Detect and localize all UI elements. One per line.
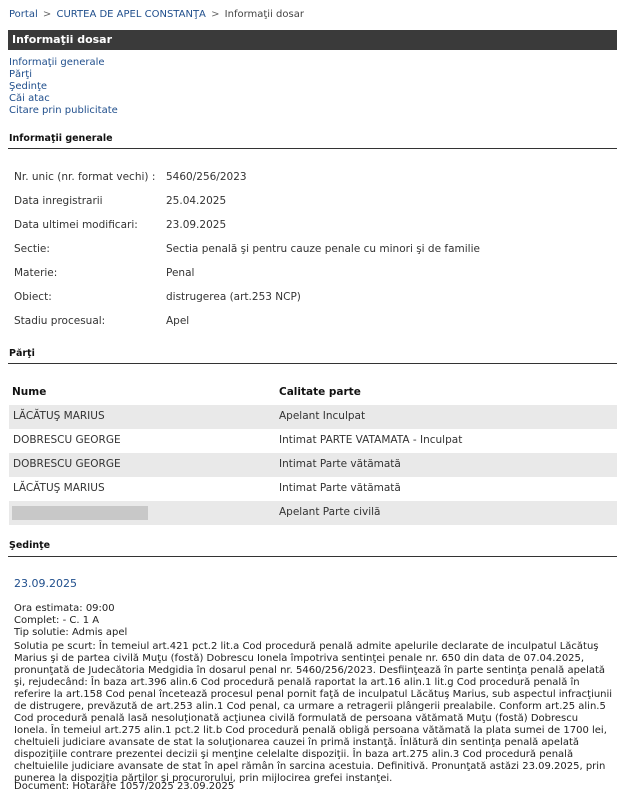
session-solution-type: Tip solutie: Admis apel xyxy=(14,627,128,638)
section-nav xyxy=(9,57,118,117)
nav-link-informatii-generale[interactable]: Informaţii generale xyxy=(9,57,105,68)
table-row xyxy=(9,405,617,429)
party-role: Intimat PARTE VATAMATA - Inculpat xyxy=(279,434,463,446)
session-solution-text: Solutia pe scurt: În temeiul art.421 pct.2 lit.a Cod procedură penală admite apelurile declarate de inculpatul Lăcătuş Marius şi de partea civilă Muţu (fostă) Dobrescu Ionela împotriva sentinţei penale nr. 650 din data de 07.04.2025, pronunţată de Judecătoria Medgidia în dosarul penal nr. 5460/256/2023. Desfiinţează în parte sentinţa penală apelată şi, rejudecând: În baza art.396 alin.6 Cod procedură penală raportat la art.16 alin.1 lit.g Cod procedură penală în referire la art.158 Cod penal încetează procesul penal pornit faţă de inculpatul Lăcătuş Marius, sub aspectul infracţiunii de distrugere, prevăzută de art.253 alin.1 Cod penal, ca urmare a retragerii plângerii prealabile. Conform art.25 alin.5 Cod procedură penală lasă nesoluţionată acţiunea civilă formulată de persoana vătămată Muţu (fostă) Dobrescu Ionela. În temeiul art.275 alin.1 pct.2 lit.b Cod procedură penală obligă persoana vătămată la plata sumei de 1700 lei, cheltuieli judiciare avansate de stat la soluţionarea cauzei în primă instanţă. Înlătură din sentinţa penală apelată dispoziţiile contrare prezentei decizii şi menţine celelalte dispoziţii. În baza art.275 alin.3 Cod procedură penală cheltuielile judiciare avansate de stat în apel rămân în sarcina acestuia. Definitivă. Pronunţată astăzi 23.09.2025, prin punerea la dispoziţia părţilor şi procurorului, prin mijlocirea grefei instanţei. xyxy=(14,641,613,784)
breadcrumb xyxy=(9,9,304,20)
info-label: Obiect: xyxy=(14,291,52,303)
nav-link-parti[interactable]: Părţi xyxy=(9,69,32,80)
party-name: LĂCĂTUŞ MARIUS xyxy=(13,410,105,422)
info-label: Nr. unic (nr. format vechi) : xyxy=(14,171,156,183)
party-role: Apelant Parte civilă xyxy=(279,506,381,518)
info-value: distrugerea (art.253 NCP) xyxy=(166,291,301,303)
redacted-name xyxy=(12,506,148,520)
info-label: Stadiu procesual: xyxy=(14,315,106,327)
info-value: Sectia penală şi pentru cauze penale cu minori şi de familie xyxy=(166,243,480,255)
session-document: Document: Hotarâre 1057/2025 23.09.2025 xyxy=(14,781,235,792)
table-row xyxy=(9,477,617,501)
info-value: Penal xyxy=(166,267,195,279)
section-heading-sedinte: Şedinţe xyxy=(9,540,51,551)
breadcrumb-portal-link[interactable]: Portal xyxy=(9,9,38,20)
divider xyxy=(8,556,617,557)
nav-link-cai-atac[interactable]: Căi atac xyxy=(9,93,50,104)
info-label: Data ultimei modificari: xyxy=(14,219,138,231)
info-value: 25.04.2025 xyxy=(166,195,227,207)
info-value: 5460/256/2023 xyxy=(166,171,247,183)
session-date: 23.09.2025 xyxy=(14,577,77,590)
breadcrumb-current: Informaţii dosar xyxy=(224,9,304,20)
divider xyxy=(8,363,617,364)
page-title: Informaţii dosar xyxy=(8,30,617,50)
info-label: Data inregistrarii xyxy=(14,195,103,207)
party-role: Intimat Parte vătămată xyxy=(279,458,401,470)
column-header-nume: Nume xyxy=(12,386,47,398)
section-heading-parti: Părţi xyxy=(9,348,35,359)
breadcrumb-separator: > xyxy=(42,9,52,20)
table-row xyxy=(9,501,617,525)
session-panel: Complet: - C. 1 A xyxy=(14,615,100,626)
info-value: 23.09.2025 xyxy=(166,219,227,231)
breadcrumb-separator: > xyxy=(211,9,220,20)
table-row xyxy=(9,429,617,453)
info-label: Materie: xyxy=(14,267,58,279)
section-heading-general: Informaţii generale xyxy=(9,133,113,144)
info-value: Apel xyxy=(166,315,190,327)
party-name: LĂCĂTUŞ MARIUS xyxy=(13,482,105,494)
column-header-calitate: Calitate parte xyxy=(279,386,361,398)
party-role: Intimat Parte vătămată xyxy=(279,482,401,494)
nav-link-citare[interactable]: Citare prin publicitate xyxy=(9,105,118,116)
nav-link-sedinte[interactable]: Şedinţe xyxy=(9,81,48,92)
table-row xyxy=(9,453,617,477)
breadcrumb-court-link[interactable]: CURTEA DE APEL CONSTANŢA xyxy=(56,9,206,20)
party-role: Apelant Inculpat xyxy=(279,410,366,422)
table-header xyxy=(9,380,617,404)
party-name: DOBRESCU GEORGE xyxy=(13,434,121,446)
divider xyxy=(8,148,617,149)
session-time: Ora estimata: 09:00 xyxy=(14,603,115,614)
party-name: DOBRESCU GEORGE xyxy=(13,458,121,470)
info-label: Sectie: xyxy=(14,243,50,255)
